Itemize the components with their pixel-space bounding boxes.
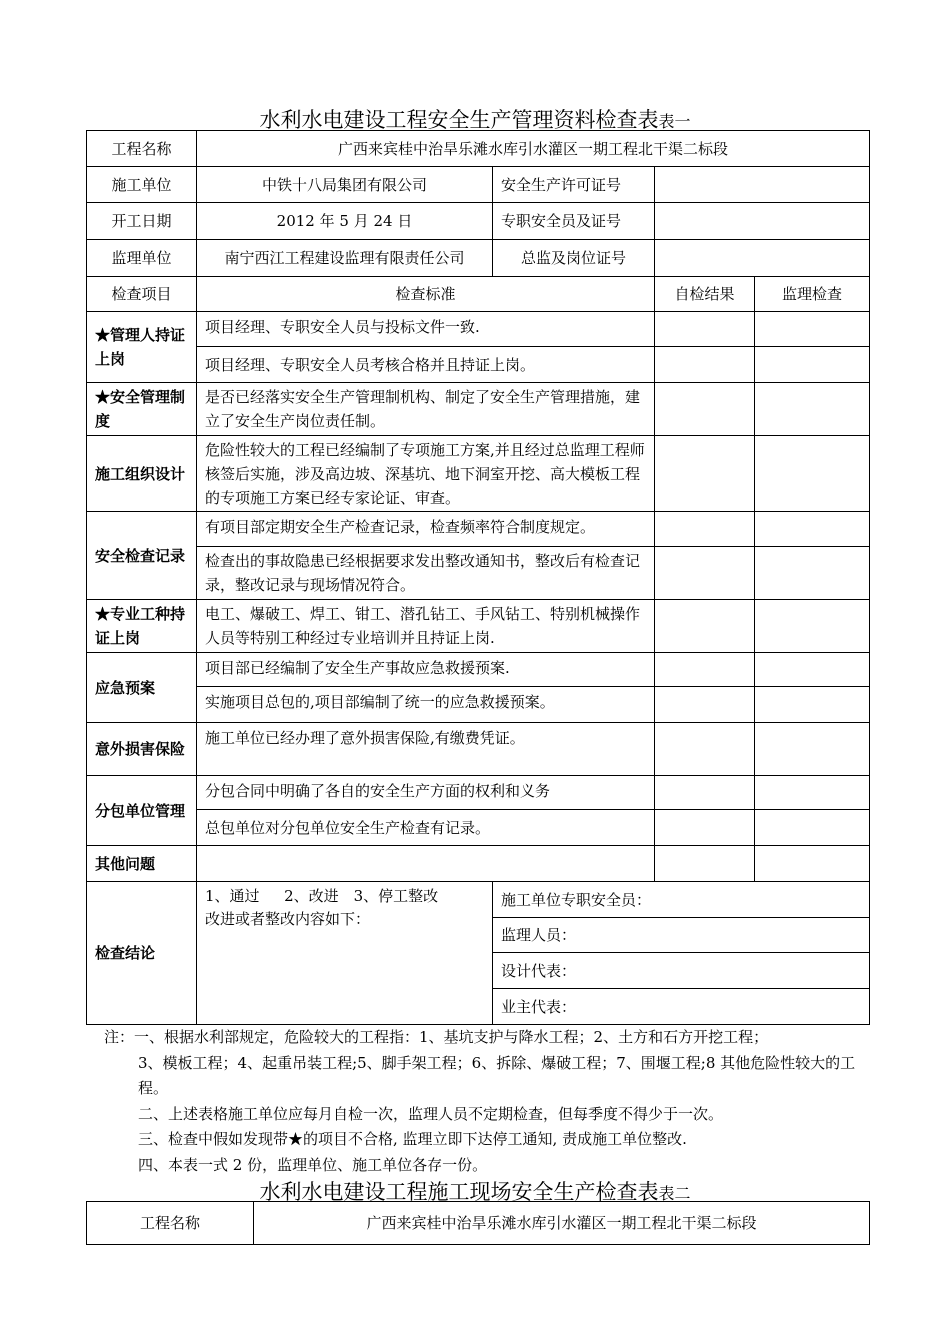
table-row <box>87 383 870 436</box>
item-name: 意外损害保险 <box>87 723 197 776</box>
conclusion-label: 检查结论 <box>87 882 197 1025</box>
item-name: ★安全管理制度 <box>87 383 197 436</box>
item-standard: 分包合同中明确了各自的安全生产方面的权利和义务 <box>197 776 655 810</box>
table-row <box>87 723 870 776</box>
header-supervisor-check: 监理检查 <box>755 277 870 312</box>
table2-project-label: 工程名称 <box>87 1202 254 1245</box>
chief-label: 总监及岗位证号 <box>493 240 655 277</box>
conclusion-row <box>87 882 870 918</box>
item-name: 分包单位管理 <box>87 776 197 846</box>
safety-management-checklist-table <box>86 130 870 1025</box>
project-label: 工程名称 <box>87 131 197 167</box>
site-safety-checklist-table <box>86 1201 870 1245</box>
item-standard: 是否已经落实安全生产管理制机构、制定了安全生产管理措施，建立了安全生产岗位责任制。 <box>197 383 655 436</box>
header-standard: 检查标准 <box>197 277 655 312</box>
item-name: 应急预案 <box>87 653 197 723</box>
supervisor-check-cell[interactable] <box>755 383 870 436</box>
item-standard: 检查出的事故隐患已经根据要求发出整改通知书，整改后有检查记录，整改记录与现场情况符合。 <box>197 547 655 600</box>
table1-title-suffix: 表一 <box>658 112 691 131</box>
conclusion-content-cell[interactable] <box>197 882 493 1025</box>
item-name: ★管理人持证上岗 <box>87 312 197 383</box>
table-row <box>87 512 870 547</box>
note-1-continued: 3、模板工程；4、起重吊装工程;5、脚手架工程；6、拆除、爆破工程；7、围堰工程;8 其他危险性较大的工程。 <box>138 1053 856 1097</box>
supervisor-check-cell[interactable] <box>755 436 870 512</box>
self-check-cell[interactable] <box>655 512 755 547</box>
item-standard: 危险性较大的工程已经编制了专项施工方案,并且经过总监理工程师核签后实施，涉及高边坡、深基坑、地下洞室开挖、高大模板工程的专项施工方案已经专家论证、审查。 <box>197 436 655 512</box>
sign-owner[interactable]: 业主代表： <box>493 989 870 1025</box>
item-standard: 项目经理、专职安全人员考核合格并且持证上岗。 <box>197 347 655 383</box>
item-standard: 项目经理、专职安全人员与投标文件一致. <box>197 312 655 347</box>
item-name: 施工组织设计 <box>87 436 197 512</box>
supervisor-check-cell[interactable] <box>755 723 870 776</box>
self-check-cell[interactable] <box>655 687 755 723</box>
table-row <box>87 687 870 723</box>
sign-supervisor[interactable]: 监理人员： <box>493 918 870 953</box>
conclusion-content: 改进或者整改内容如下： <box>205 910 371 928</box>
supervisor-check-cell[interactable] <box>755 776 870 810</box>
self-check-cell[interactable] <box>655 312 755 347</box>
start-value: 2012 年 5 月 24 日 <box>197 203 493 240</box>
supervisor-check-cell[interactable] <box>755 312 870 347</box>
table1-title-main: 水利水电建设工程安全生产管理资料检查表 <box>259 108 659 132</box>
self-check-cell[interactable] <box>655 810 755 846</box>
table-row <box>87 347 870 383</box>
table-row <box>87 312 870 347</box>
table-row <box>87 776 870 810</box>
table-row <box>87 600 870 653</box>
project-value: 广西来宾桂中治旱乐滩水库引水灌区一期工程北干渠二标段 <box>197 131 870 167</box>
conclusion-options: 1、通过 2、改进 3、停工整改 <box>205 887 439 905</box>
start-date-row <box>87 203 870 240</box>
license-value <box>655 167 870 203</box>
contractor-value: 中铁十八局集团有限公司 <box>197 167 493 203</box>
item-standard: 总包单位对分包单位安全生产检查有记录。 <box>197 810 655 846</box>
self-check-cell[interactable] <box>655 776 755 810</box>
item-standard <box>197 846 655 882</box>
contractor-label: 施工单位 <box>87 167 197 203</box>
self-check-cell[interactable] <box>655 347 755 383</box>
item-name: 其他问题 <box>87 846 197 882</box>
project-row <box>87 131 870 167</box>
header-row <box>87 277 870 312</box>
supervisor-check-cell[interactable] <box>755 810 870 846</box>
self-check-cell[interactable] <box>655 846 755 882</box>
supervisor-check-cell[interactable] <box>755 512 870 547</box>
note-3: 三、检查中假如发现带★的项目不合格, 监理立即下达停工通知, 责成施工单位整改. <box>138 1130 687 1148</box>
note-2: 二、上述表格施工单位应每月自检一次，监理人员不定期检查，但每季度不得少于一次。 <box>138 1104 724 1123</box>
table-row <box>87 547 870 600</box>
chief-value <box>655 240 870 277</box>
table2-project-row <box>87 1202 870 1245</box>
header-item: 检查项目 <box>87 277 197 312</box>
contractor-row <box>87 167 870 203</box>
self-check-cell[interactable] <box>655 383 755 436</box>
item-standard: 项目部已经编制了安全生产事故应急救援预案. <box>197 653 655 687</box>
supervisor-check-cell[interactable] <box>755 547 870 600</box>
item-standard: 有项目部定期安全生产检查记录，检查频率符合制度规定。 <box>197 512 655 547</box>
table-row <box>87 810 870 846</box>
sign-contractor[interactable]: 施工单位专职安全员： <box>493 882 870 918</box>
supervisor-value: 南宁西江工程建设监理有限责任公司 <box>197 240 493 277</box>
sign-design[interactable]: 设计代表： <box>493 953 870 989</box>
start-label: 开工日期 <box>87 203 197 240</box>
license-label: 安全生产许可证号 <box>493 167 655 203</box>
table-row <box>87 653 870 687</box>
table2-project-value: 广西来宾桂中治旱乐滩水库引水灌区一期工程北干渠二标段 <box>254 1202 870 1245</box>
self-check-cell[interactable] <box>655 600 755 653</box>
item-standard: 实施项目总包的,项目部编制了统一的应急救援预案。 <box>197 687 655 723</box>
note-4: 四、本表一式 2 份，监理单位、施工单位各存一份。 <box>138 1155 488 1174</box>
self-check-cell[interactable] <box>655 653 755 687</box>
supervisor-check-cell[interactable] <box>755 600 870 653</box>
table-row <box>87 436 870 512</box>
self-check-cell[interactable] <box>655 723 755 776</box>
self-check-cell[interactable] <box>655 547 755 600</box>
table2-title-suffix: 表二 <box>658 1184 691 1203</box>
safety-officer-value <box>655 203 870 240</box>
supervisor-label: 监理单位 <box>87 240 197 277</box>
safety-officer-label: 专职安全员及证号 <box>493 203 655 240</box>
header-self-check: 自检结果 <box>655 277 755 312</box>
supervisor-check-cell[interactable] <box>755 846 870 882</box>
item-name: 安全检查记录 <box>87 512 197 600</box>
supervisor-check-cell[interactable] <box>755 653 870 687</box>
item-standard: 施工单位已经办理了意外损害保险,有缴费凭证。 <box>197 723 655 776</box>
notes <box>104 1025 864 1178</box>
note-1: 注：一、根据水利部规定，危险较大的工程指：1、基坑支护与降水工程；2、土方和石方开挖工程； <box>104 1028 769 1046</box>
supervisor-check-cell[interactable] <box>755 687 870 723</box>
table-row <box>87 846 870 882</box>
supervisor-check-cell[interactable] <box>755 347 870 383</box>
item-name: ★专业工种持证上岗 <box>87 600 197 653</box>
supervisor-row <box>87 240 870 277</box>
self-check-cell[interactable] <box>655 436 755 512</box>
table2-title-main: 水利水电建设工程施工现场安全生产检查表 <box>259 1180 659 1204</box>
item-standard: 电工、爆破工、焊工、钳工、潜孔钻工、手风钻工、特别机械操作人员等特别工种经过专业培训并且持证上岗. <box>197 600 655 653</box>
